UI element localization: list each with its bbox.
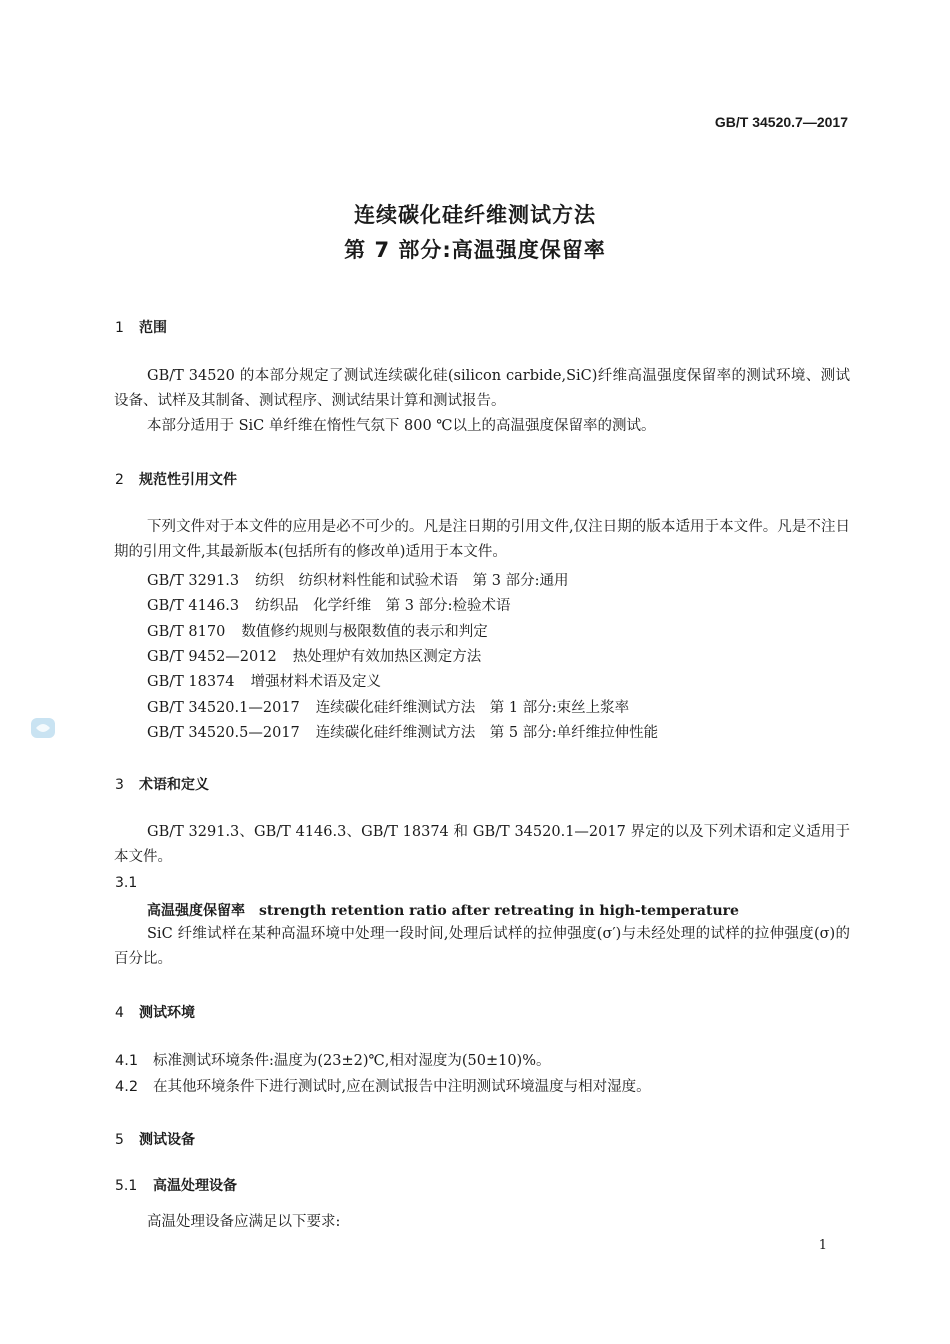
section-title: 范围 [139, 320, 167, 336]
page-number: 1 [818, 1238, 827, 1253]
reference-title: 纺织品 化学纤维 第 3 部分:检验术语 [255, 598, 511, 614]
document-title: 连续碳化硅纤维测试方法 [354, 203, 596, 227]
section-title: 测试环境 [139, 1005, 195, 1021]
subsection-title: 高温处理设备 [153, 1178, 237, 1194]
reference-code: GB/T 18374 [147, 674, 235, 690]
reference-item [147, 721, 658, 742]
section-5-heading [115, 1129, 195, 1149]
reference-code: GB/T 8170 [147, 624, 226, 640]
subsection-5-1-heading [115, 1175, 237, 1195]
equipment-paragraph: 高温处理设备应满足以下要求: [147, 1214, 341, 1230]
section-3-heading [115, 774, 209, 794]
subsection-number: 5.1 [115, 1178, 138, 1194]
reference-code: GB/T 4146.3 [147, 598, 240, 614]
reference-code: GB/T 9452—2012 [147, 649, 277, 665]
reference-item [147, 696, 629, 717]
term-english: strength retention ratio after retreating in high-temperature [259, 903, 739, 919]
reference-title: 增强材料术语及定义 [250, 674, 382, 690]
scope-paragraph-1: GB/T 34520 的本部分规定了测试连续碳化硅(silicon carbide,SiC)纤维高温强度保留率的测试环境、测试设备、试样及其制备、测试程序、测试结果计算和测试报告。 [114, 368, 850, 409]
term-chinese: 高温强度保留率 [147, 903, 245, 919]
reference-title: 连续碳化硅纤维测试方法 第 5 部分:单纤维拉伸性能 [315, 725, 659, 741]
reference-item [147, 569, 568, 590]
standard-number: GB/T 34520.7—2017 [714, 114, 848, 130]
section-4-heading [115, 1002, 195, 1022]
term-heading [147, 900, 739, 920]
reference-code: GB/T 3291.3 [147, 573, 240, 589]
scope-paragraph-2: 本部分适用于 SiC 单纤维在惰性气氛下 800 ℃以上的高温强度保留率的测试。 [147, 418, 656, 434]
section-title: 规范性引用文件 [139, 472, 237, 488]
clause-number: 4.1 [115, 1053, 139, 1069]
reference-title: 热处理炉有效加热区测定方法 [292, 649, 482, 665]
clause-4-2 [115, 1075, 651, 1096]
section-number: 5 [115, 1132, 124, 1148]
section-2-heading [115, 469, 237, 489]
sac-logo-icon [30, 716, 56, 740]
reference-item [147, 594, 510, 615]
clause-text: 标准测试环境条件:温度为(23±2)℃,相对湿度为(50±10)%。 [153, 1053, 551, 1069]
clause-number: 4.2 [115, 1079, 139, 1095]
clause-text: 在其他环境条件下进行测试时,应在测试报告中注明测试环境温度与相对湿度。 [153, 1079, 651, 1095]
term-definition: SiC 纤维试样在某种高温环境中处理一段时间,处理后试样的拉伸强度(σ′)与未经处理的试样的拉伸强度(σ)的百分比。 [114, 926, 850, 967]
section-number: 4 [115, 1005, 124, 1021]
section-number: 2 [115, 472, 124, 488]
section-1-heading [115, 317, 167, 337]
section-number: 1 [115, 320, 124, 336]
reference-item [147, 670, 381, 691]
reference-title: 纺织 纺织材料性能和试验术语 第 3 部分:通用 [255, 573, 569, 589]
reference-code: GB/T 34520.1—2017 [147, 700, 300, 716]
reference-title: 数值修约规则与极限数值的表示和判定 [241, 624, 488, 640]
section-title: 术语和定义 [139, 777, 209, 793]
term-number: 3.1 [115, 875, 138, 891]
reference-code: GB/T 34520.5—2017 [147, 725, 300, 741]
reference-title: 连续碳化硅纤维测试方法 第 1 部分:束丝上浆率 [315, 700, 630, 716]
reference-item [147, 645, 481, 666]
section-number: 3 [115, 777, 124, 793]
section-title: 测试设备 [139, 1132, 195, 1148]
normative-references-paragraph: 下列文件对于本文件的应用是必不可少的。凡是注日期的引用文件,仅注日期的版本适用于本文件。凡是不注日期的引用文件,其最新版本(包括所有的修改单)适用于本文件。 [114, 519, 850, 560]
terms-intro-paragraph: GB/T 3291.3、GB/T 4146.3、GB/T 18374 和 GB/T 34520.1—2017 界定的以及下列术语和定义适用于本文件。 [114, 824, 850, 865]
document-subtitle: 第 7 部分:高温强度保留率 [344, 238, 606, 262]
reference-item [147, 620, 488, 641]
clause-4-1 [115, 1049, 551, 1070]
